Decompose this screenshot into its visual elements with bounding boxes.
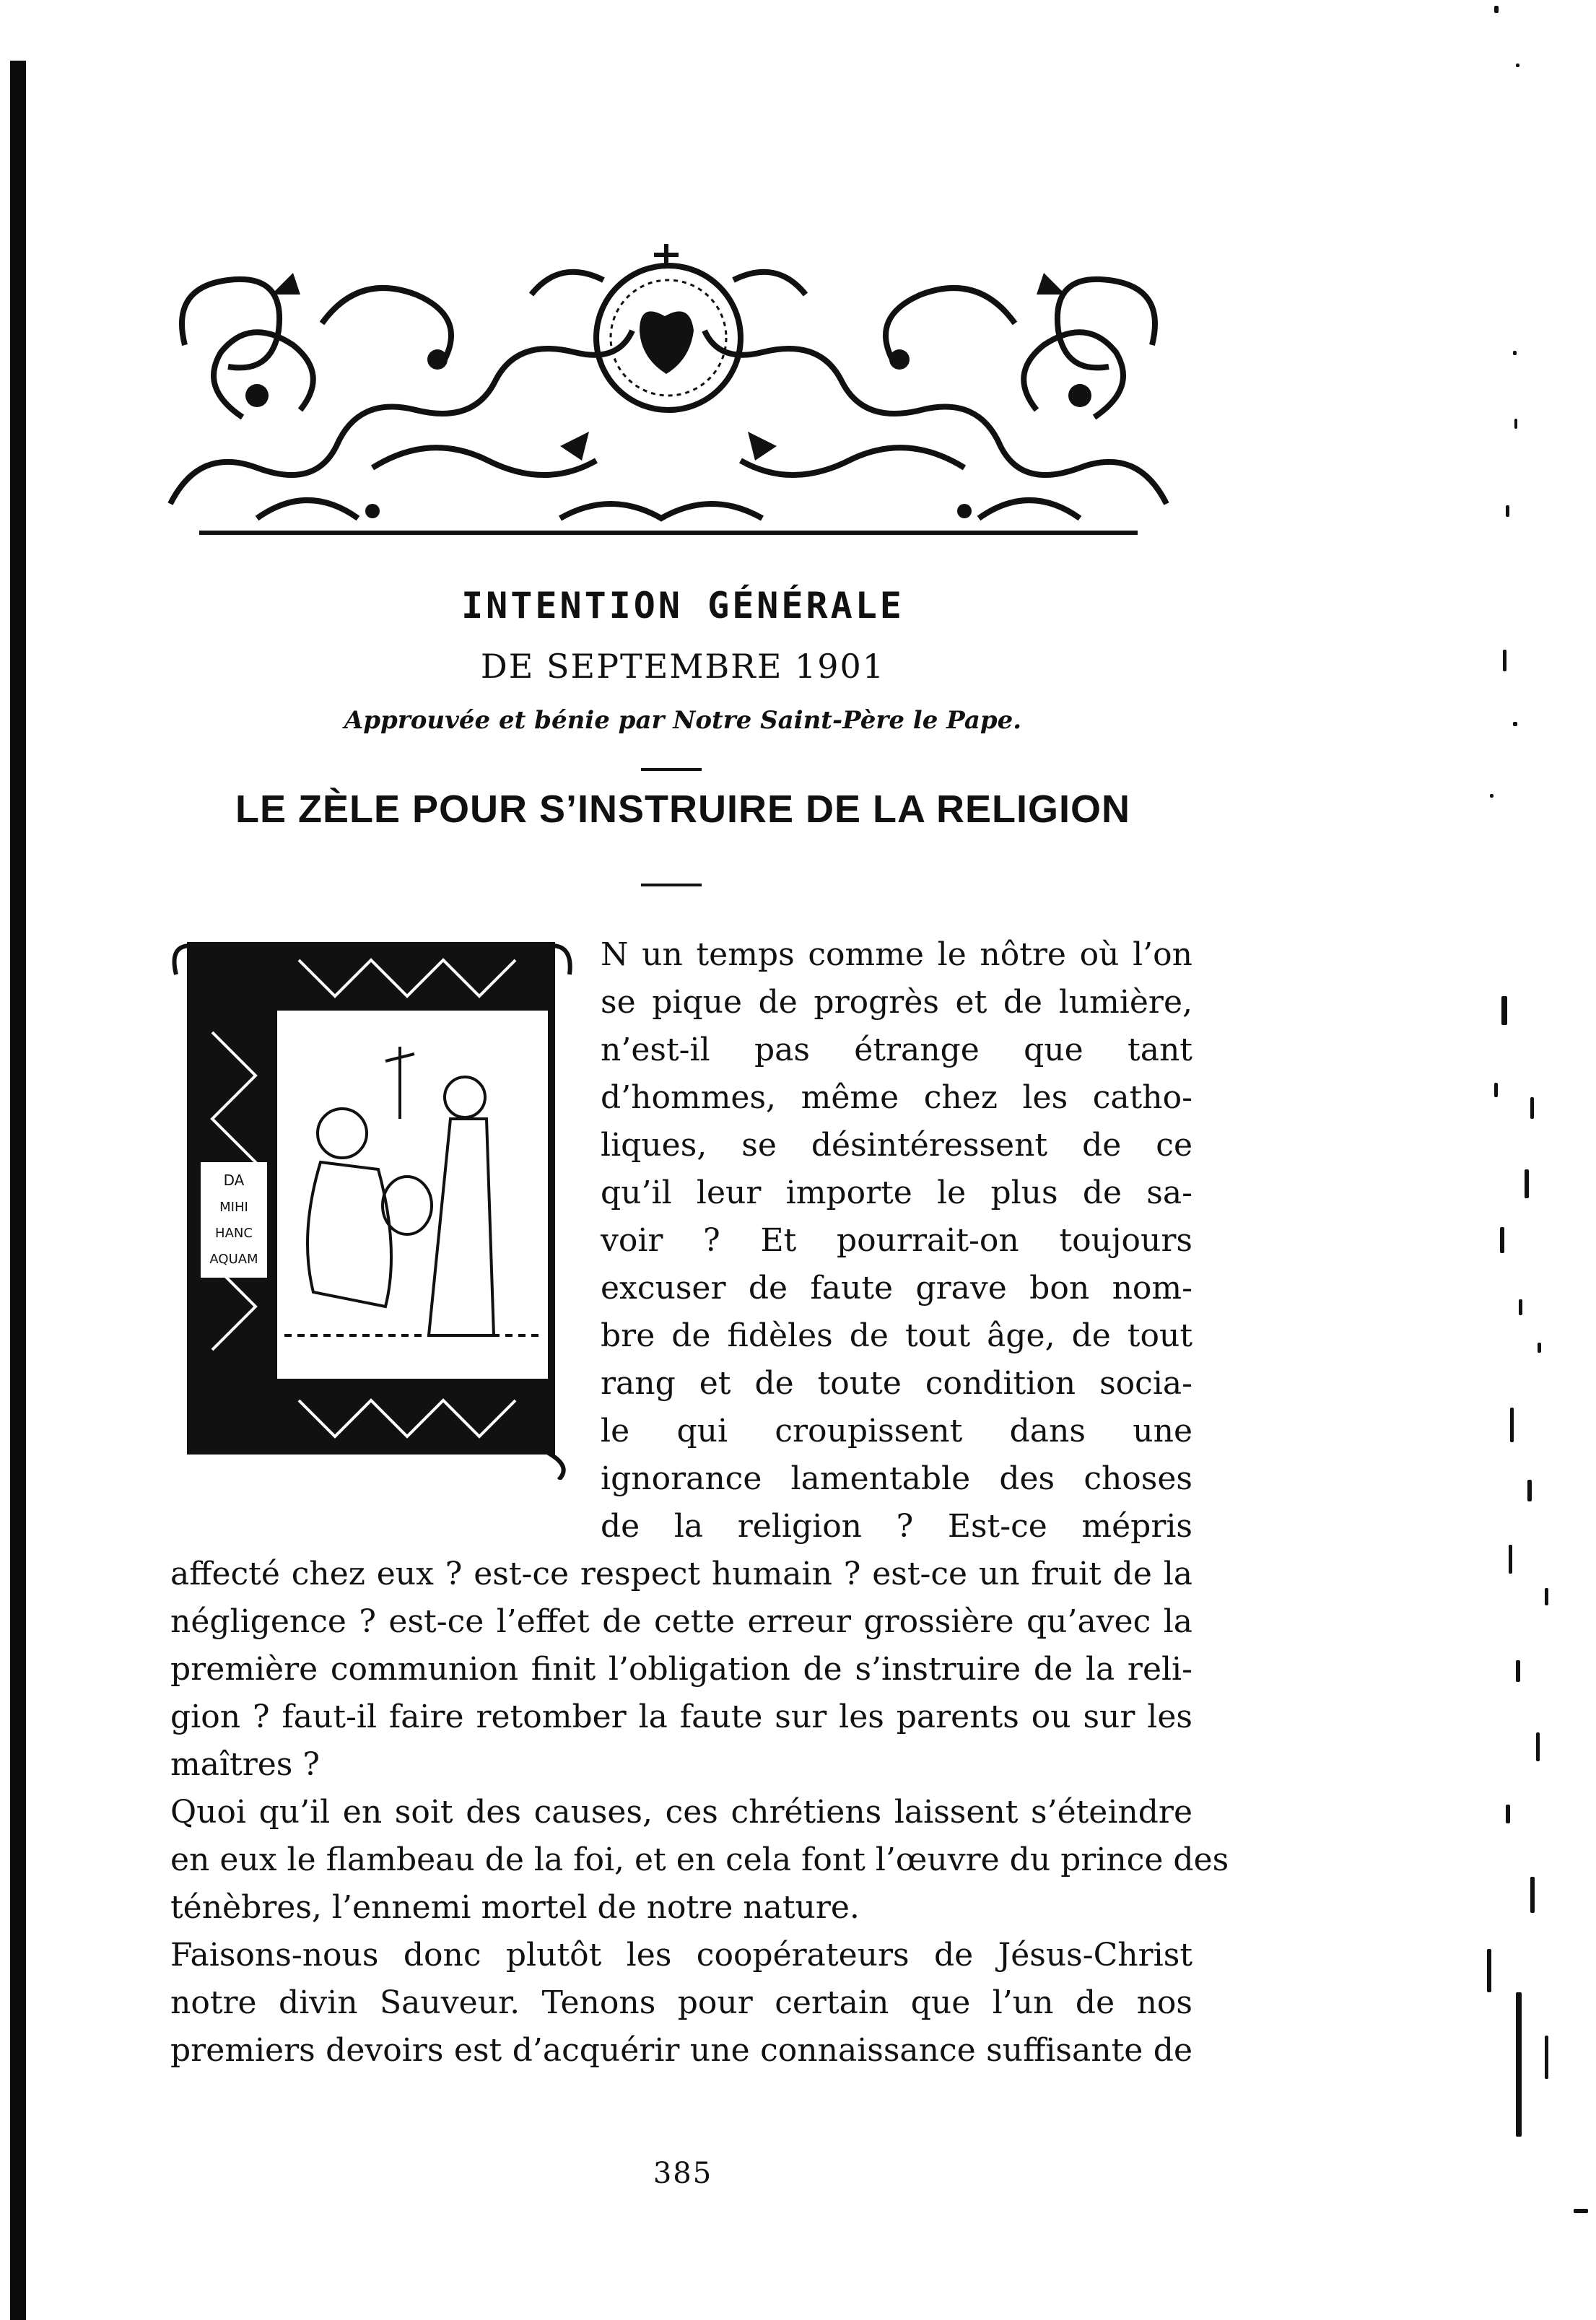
text-line: notre divin Sauveur. Tenons pour certain que l’un de nos xyxy=(170,1984,1192,2021)
title-intention: INTENTION GÉNÉRALE xyxy=(461,585,904,627)
illuminated-initial xyxy=(169,931,580,1480)
text-line: qu’il leur importe le plus de sa- xyxy=(601,1174,1192,1211)
body-text xyxy=(170,1551,1229,2075)
text-line: se pique de progrès et de lumière, xyxy=(601,984,1192,1021)
inscription-line: MIHI xyxy=(219,1200,248,1215)
text-line: Quoi qu’il en soit des causes, ces chrétiens laissent s’éteindre xyxy=(170,1794,1192,1831)
ornamental-headpiece xyxy=(156,230,1181,540)
text-line: ignorance lamentable des choses xyxy=(601,1460,1192,1497)
divider-rule xyxy=(641,768,702,771)
text-line: le qui croupissent dans une xyxy=(601,1413,1192,1449)
text-line: négligence ? est-ce l’effet de cette erreur grossière qu’avec la xyxy=(170,1603,1192,1640)
scene-christ-and-samaritan xyxy=(284,1047,544,1335)
inscription-line: DA xyxy=(223,1172,245,1189)
text-line: d’hommes, même chez les catho- xyxy=(601,1079,1192,1116)
text-line: liques, se désintéressent de ce xyxy=(601,1127,1192,1164)
text-line: maîtres ? xyxy=(170,1746,320,1783)
text-line: voir ? Et pourrait-on toujours xyxy=(601,1222,1192,1259)
intro-paragraph xyxy=(601,931,1192,1551)
divider-rule xyxy=(641,884,702,886)
scan-edge-bar xyxy=(10,61,26,2320)
text-line: ténèbres, l’ennemi mortel de notre nature. xyxy=(170,1889,860,1926)
text-line: de la religion ? Est-ce mépris xyxy=(601,1508,1192,1545)
title-month: DE SEPTEMBRE 1901 xyxy=(480,647,886,686)
text-line: bre de fidèles de tout âge, de tout xyxy=(601,1317,1192,1354)
text-line: gion ? faut-il faire retomber la faute sur les parents ou sur les xyxy=(170,1698,1192,1735)
sacred-heart-medallion xyxy=(596,244,741,410)
approval-line: Approuvée et bénie par Notre Saint-Père le Pape. xyxy=(344,706,1022,735)
main-title: LE ZÈLE POUR S’INSTRUIRE DE LA RELIGION xyxy=(235,788,1131,831)
text-line: rang et de toute condition socia- xyxy=(601,1365,1192,1402)
text-line: excuser de faute grave bon nom- xyxy=(601,1270,1192,1307)
text-line: en eux le flambeau de la foi, et en cela font l’œuvre du prince des xyxy=(170,1841,1229,1878)
text-line: n’est-il pas étrange que tant xyxy=(601,1032,1192,1068)
page-number: 385 xyxy=(653,2157,713,2190)
text-line: première communion finit l’obligation de s’instruire de la reli- xyxy=(170,1651,1192,1688)
text-line: premiers devoirs est d’acquérir une connaissance suffisante de xyxy=(170,2032,1192,2069)
text-line: N un temps comme le nôtre où l’on xyxy=(601,936,1192,973)
text-line: affecté chez eux ? est-ce respect humain ? est-ce un fruit de la xyxy=(170,1556,1192,1592)
inscription-line: AQUAM xyxy=(209,1252,258,1267)
inscription-line: HANC xyxy=(215,1226,253,1241)
text-line: Faisons-nous donc plutôt les coopérateurs de Jésus-Christ xyxy=(170,1937,1192,1974)
